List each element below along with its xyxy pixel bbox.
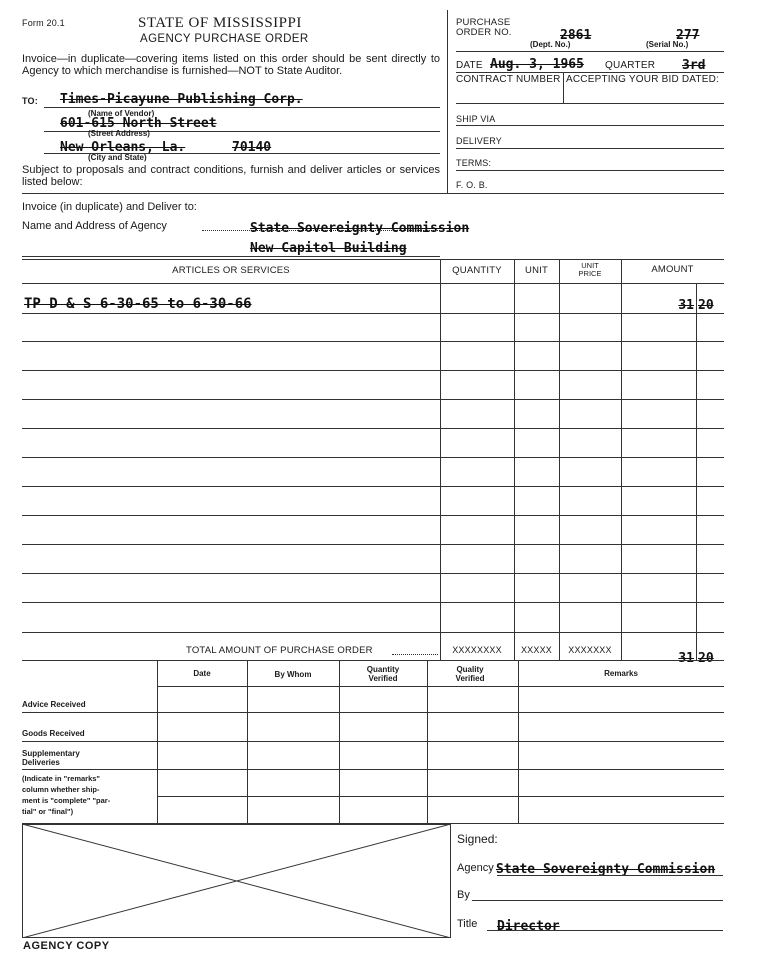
- bid-label: ACCEPTING YOUR BID DATED:: [566, 74, 719, 85]
- top-divider: [447, 10, 448, 193]
- date-label: DATE: [456, 60, 483, 71]
- receipt-row-rule: [22, 769, 724, 770]
- receipt-header-rule: [157, 686, 724, 687]
- sig-by-line: [472, 900, 723, 901]
- row-rule: [22, 602, 724, 603]
- total-cents: 20: [698, 651, 714, 666]
- crossed-box: [22, 824, 451, 938]
- vendor-zip: 70140: [232, 140, 272, 155]
- invoice-instruction: Invoice—in duplicate—covering items listed on this order should be sent directly to Agency to which merchandise is furnished—NOT to State Auditor.: [22, 53, 440, 77]
- terms-rule: [456, 170, 724, 171]
- supplementary-deliveries-label: [22, 749, 80, 767]
- row-rule: [22, 573, 724, 574]
- header-unit-price-line1: UNIT: [581, 261, 599, 270]
- header-bottom-rule: [22, 193, 724, 194]
- items-top-rule: [22, 259, 724, 260]
- terms-text: Subject to proposals and contract conditions, furnish and deliver articles or services listed below:: [22, 164, 440, 188]
- row-rule: [22, 313, 724, 314]
- note-line4: tial" or "final"): [22, 807, 74, 816]
- sig-title-value: Director: [497, 919, 560, 934]
- agency-label: Name and Address of Agency: [22, 220, 167, 232]
- receipt-row-rule: [22, 712, 724, 713]
- total-dots: [392, 654, 438, 655]
- item-amount-cents: 20: [698, 298, 714, 313]
- receipt-header-qty-line2: Verified: [368, 674, 398, 683]
- col-cents-divider: [696, 283, 697, 660]
- invoice-deliver-line: Invoice (in duplicate) and Deliver to:: [22, 201, 197, 213]
- row-rule: [22, 544, 724, 545]
- total-dollars: 31: [678, 651, 694, 666]
- receipt-header-quality-verified: [427, 665, 513, 683]
- quarter-label: QUARTER: [605, 60, 656, 71]
- total-price-x: XXXXXXX: [568, 645, 612, 655]
- vendor-name-caption: (Name of Vendor): [88, 109, 155, 118]
- items-bottom-rule: [22, 660, 724, 661]
- po-label-2: ORDER NO.: [456, 27, 512, 38]
- receipt-header-quality-line1: Quality: [456, 665, 484, 674]
- note-line3: ment is "complete" "par-: [22, 796, 111, 805]
- row-rule: [22, 428, 724, 429]
- fob-label: F. O. B.: [456, 180, 488, 190]
- note-line1: (Indicate in "remarks": [22, 774, 100, 783]
- col-unit-divider: [514, 259, 515, 660]
- items-header-rule: [22, 283, 724, 284]
- supp-line1: Supplementary: [22, 749, 80, 758]
- receipt-header-bywhom: By Whom: [274, 670, 312, 679]
- sig-title-label: Title: [457, 918, 478, 930]
- sig-agency-value: State Sovereignty Commission: [496, 862, 716, 877]
- form-number: Form 20.1: [22, 18, 65, 28]
- col-price-divider: [559, 259, 560, 660]
- row-rule: [22, 399, 724, 400]
- header-quantity: QUANTITY: [452, 265, 502, 276]
- state-title: STATE OF MISSISSIPPI: [138, 15, 302, 31]
- form-subtitle: AGENCY PURCHASE ORDER: [140, 33, 309, 45]
- receipt-header-qty-line1: Quantity: [366, 665, 400, 674]
- delivery-rule: [456, 148, 724, 149]
- agency-name: State Sovereignty Commission: [250, 221, 470, 236]
- po-label-1: PURCHASE: [456, 17, 511, 28]
- col-qty-divider: [440, 259, 441, 660]
- note-line2: column whether ship-: [22, 785, 100, 794]
- serial-caption: (Serial No.): [646, 40, 689, 49]
- date-value: Aug. 3, 1965: [490, 57, 584, 72]
- vendor-street: 601-615 North Street: [60, 116, 217, 131]
- contract-label: CONTRACT NUMBER: [456, 74, 561, 85]
- header-amount: AMOUNT: [651, 264, 694, 275]
- receipt-header-qty-verified: [339, 665, 427, 683]
- vendor-street-caption: (Street Address): [88, 129, 150, 138]
- contract-rule: [456, 103, 724, 104]
- header-unit-price-line2: PRICE: [578, 269, 602, 278]
- vendor-city-caption: (City and State): [88, 153, 147, 162]
- row-rule: [22, 370, 724, 371]
- row-rule: [22, 341, 724, 342]
- delivery-label: DELIVERY: [456, 136, 502, 146]
- supp-line2: Deliveries: [22, 758, 60, 767]
- sig-agency-line: [497, 875, 723, 876]
- receipt-header-quality-line2: Verified: [455, 674, 485, 683]
- terms-label: TERMS:: [456, 158, 492, 168]
- receipt-row-rule: [157, 796, 724, 797]
- col-amount-divider: [621, 259, 622, 660]
- agency-copy-label: AGENCY COPY: [23, 940, 110, 952]
- po-rule: [456, 51, 724, 52]
- ship-via-rule: [456, 125, 724, 126]
- row-rule: [22, 515, 724, 516]
- total-unit-x: XXXXX: [520, 645, 552, 655]
- contract-divider: [563, 72, 564, 103]
- serial-number: 277: [676, 28, 700, 43]
- goods-received-label: Goods Received: [22, 729, 85, 738]
- signed-label: Signed:: [457, 832, 498, 846]
- dept-number: 2861: [560, 28, 592, 43]
- vendor-city: New Orleans, La.: [60, 140, 186, 155]
- row-rule: [22, 486, 724, 487]
- advice-received-label: Advice Received: [22, 700, 86, 709]
- dept-caption: (Dept. No.): [530, 40, 571, 49]
- header-unit-price: [559, 262, 621, 278]
- row-rule: [22, 457, 724, 458]
- quarter-value: 3rd: [682, 58, 706, 73]
- header-articles: ARTICLES OR SERVICES: [172, 265, 290, 276]
- receipt-row-rule: [22, 741, 724, 742]
- remarks-note: [22, 773, 110, 817]
- agency-address-rule: [22, 256, 440, 257]
- total-qty-x: XXXXXXXX: [452, 645, 502, 655]
- to-label: TO:: [22, 96, 38, 106]
- item-amount-dollars: 31: [678, 298, 694, 313]
- sig-title-line: [487, 930, 723, 931]
- agency-address: New Capitol Building: [250, 241, 407, 256]
- date-rule: [456, 72, 724, 73]
- receipt-header-date: Date: [193, 669, 211, 678]
- vendor-name: Times-Picayune Publishing Corp.: [60, 92, 303, 107]
- sig-by-label: By: [457, 889, 470, 901]
- item-article: TP D & S 6-30-65 to 6-30-66: [24, 296, 252, 312]
- header-unit: UNIT: [525, 265, 548, 276]
- receipt-header-remarks: Remarks: [604, 669, 638, 678]
- vendor-name-line: [44, 107, 440, 108]
- sig-agency-label: Agency: [457, 862, 494, 874]
- total-label: TOTAL AMOUNT OF PURCHASE ORDER: [186, 645, 373, 656]
- ship-via-label: SHIP VIA: [456, 114, 496, 124]
- row-rule: [22, 632, 724, 633]
